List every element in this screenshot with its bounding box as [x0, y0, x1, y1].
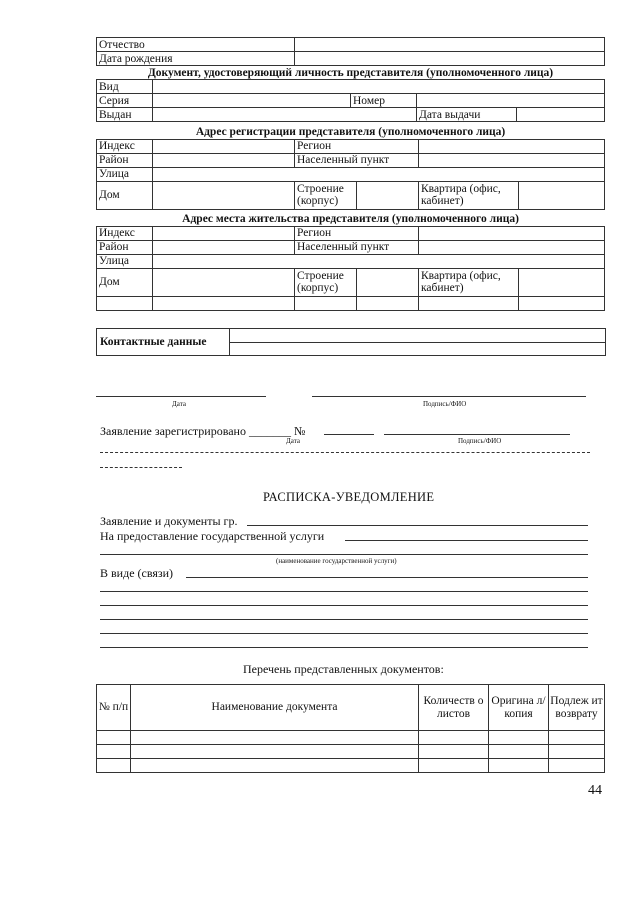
birthdate-label: Дата рождения [97, 52, 295, 66]
docs-from-line[interactable] [247, 525, 588, 526]
table-cell[interactable] [97, 759, 131, 773]
live-extra-cell[interactable] [419, 296, 519, 310]
reg-index-label: Индекс [97, 139, 153, 153]
form-line[interactable] [100, 647, 588, 648]
table-cell[interactable] [131, 759, 419, 773]
live-address-heading: Адрес места жительства представителя (уполномоченного лица) [182, 212, 519, 225]
live-building-label: Строение (корпус) [295, 268, 357, 296]
live-region-value[interactable] [419, 226, 605, 240]
number-value[interactable] [417, 94, 605, 108]
docs-from-label: Заявление и документы гр. [100, 514, 238, 528]
doc-type-value[interactable] [153, 80, 605, 94]
live-region-label: Регион [295, 226, 419, 240]
form-line[interactable] [186, 577, 588, 578]
issued-by-label: Выдан [97, 108, 153, 122]
reg-district-value[interactable] [153, 153, 295, 167]
live-locality-value[interactable] [419, 240, 605, 254]
series-value[interactable] [153, 94, 351, 108]
form-line[interactable] [100, 633, 588, 634]
receipt-title: РАСПИСКА-УВЕДОМЛЕНИЕ [263, 490, 435, 504]
live-district-value[interactable] [153, 240, 295, 254]
table-cell[interactable] [131, 745, 419, 759]
number-label: Номер [351, 94, 417, 108]
live-house-label: Дом [97, 268, 153, 296]
service-caption: (наименование государственной услуги) [276, 557, 397, 565]
table-cell[interactable] [131, 731, 419, 745]
table-row [97, 759, 605, 773]
live-index-value[interactable] [153, 226, 295, 240]
issued-by-value[interactable] [153, 108, 417, 122]
cut-line [100, 452, 590, 453]
reg-index-value[interactable] [153, 139, 295, 153]
page-number: 44 [588, 783, 602, 798]
table-cell[interactable] [489, 731, 549, 745]
col-sheets-header: Количеств о листов [419, 685, 489, 731]
reg-address-table [96, 125, 605, 210]
table-row [97, 731, 605, 745]
reg-apartment-label: Квартира (офис, кабинет) [419, 181, 519, 209]
table-cell[interactable] [97, 745, 131, 759]
table-cell[interactable] [97, 731, 131, 745]
table-cell[interactable] [419, 745, 489, 759]
service-name-line[interactable] [100, 554, 588, 555]
patronymic-value[interactable] [295, 38, 605, 52]
date-caption: Дата [172, 400, 186, 408]
contacts-box [96, 328, 606, 356]
service-line[interactable] [345, 540, 588, 541]
contacts-label: Контактные данные [100, 336, 207, 348]
live-street-value[interactable] [153, 254, 605, 268]
docs-list-title: Перечень представленных документов: [243, 662, 444, 676]
issue-date-value[interactable] [517, 108, 605, 122]
registration-text: Заявление зарегистрировано _______ № [100, 424, 306, 438]
live-street-label: Улица [97, 254, 153, 268]
id-document-heading: Документ, удостоверяющий личность представителя (уполномоченного лица) [147, 66, 554, 79]
signature-caption: Подпись/ФИО [423, 400, 467, 408]
table-cell[interactable] [489, 759, 549, 773]
reg-building-label: Строение (корпус) [295, 181, 357, 209]
contacts-field-line[interactable] [229, 342, 605, 343]
issue-date-label: Дата выдачи [417, 108, 517, 122]
col-original-header: Оригина л/копия [489, 685, 549, 731]
reg-locality-label: Населенный пункт [295, 153, 419, 167]
doc-type-label: Вид [97, 80, 153, 94]
patronymic-label: Отчество [97, 38, 295, 52]
reg-locality-value[interactable] [419, 153, 605, 167]
cut-line [100, 467, 182, 468]
reg-region-label: Регион [295, 139, 419, 153]
docs-table [96, 684, 605, 773]
col-number-header: № п/п [97, 685, 131, 731]
person-id-table [96, 37, 605, 122]
live-building-value[interactable] [357, 268, 419, 296]
form-label: В виде (связи) [100, 566, 174, 580]
table-cell[interactable] [419, 759, 489, 773]
live-address-table [96, 212, 605, 311]
form-line[interactable] [100, 605, 588, 606]
table-cell[interactable] [489, 745, 549, 759]
reg-street-label: Улица [97, 167, 153, 181]
table-cell[interactable] [549, 745, 605, 759]
live-extra-cell[interactable] [519, 296, 605, 310]
signature-line[interactable] [312, 396, 586, 397]
col-name-header: Наименование документа [131, 685, 419, 731]
reg-region-value[interactable] [419, 139, 605, 153]
series-label: Серия [97, 94, 153, 108]
live-district-label: Район [97, 240, 153, 254]
live-index-label: Индекс [97, 226, 153, 240]
col-return-header: Подлеж ит возврату [549, 685, 605, 731]
date-line[interactable] [96, 396, 266, 397]
live-apartment-label: Квартира (офис, кабинет) [419, 268, 519, 296]
birthdate-value[interactable] [295, 52, 605, 66]
table-cell[interactable] [419, 731, 489, 745]
table-cell[interactable] [549, 759, 605, 773]
reg-apartment-value[interactable] [519, 181, 605, 209]
registration-signature-line[interactable] [384, 434, 570, 435]
service-label: На предоставление государственной услуги [100, 529, 325, 543]
live-locality-label: Населенный пункт [295, 240, 419, 254]
live-extra-cell[interactable] [97, 296, 153, 310]
form-line[interactable] [100, 591, 588, 592]
registration-date-caption: Дата [286, 437, 300, 445]
table-row [97, 745, 605, 759]
reg-building-value[interactable] [357, 181, 419, 209]
registration-number-line[interactable] [324, 434, 374, 435]
form-line[interactable] [100, 619, 588, 620]
reg-district-label: Район [97, 153, 153, 167]
live-house-value[interactable] [153, 268, 295, 296]
live-apartment-value[interactable] [519, 268, 605, 296]
reg-street-value[interactable] [153, 167, 605, 181]
reg-address-heading: Адрес регистрации представителя (уполномоченного лица) [195, 125, 506, 138]
live-extra-cell[interactable] [357, 296, 419, 310]
reg-house-value[interactable] [153, 181, 295, 209]
live-extra-cell[interactable] [153, 296, 295, 310]
reg-house-label: Дом [97, 181, 153, 209]
live-extra-cell[interactable] [295, 296, 357, 310]
registration-sign-caption: Подпись/ФИО [458, 437, 502, 445]
table-cell[interactable] [549, 731, 605, 745]
